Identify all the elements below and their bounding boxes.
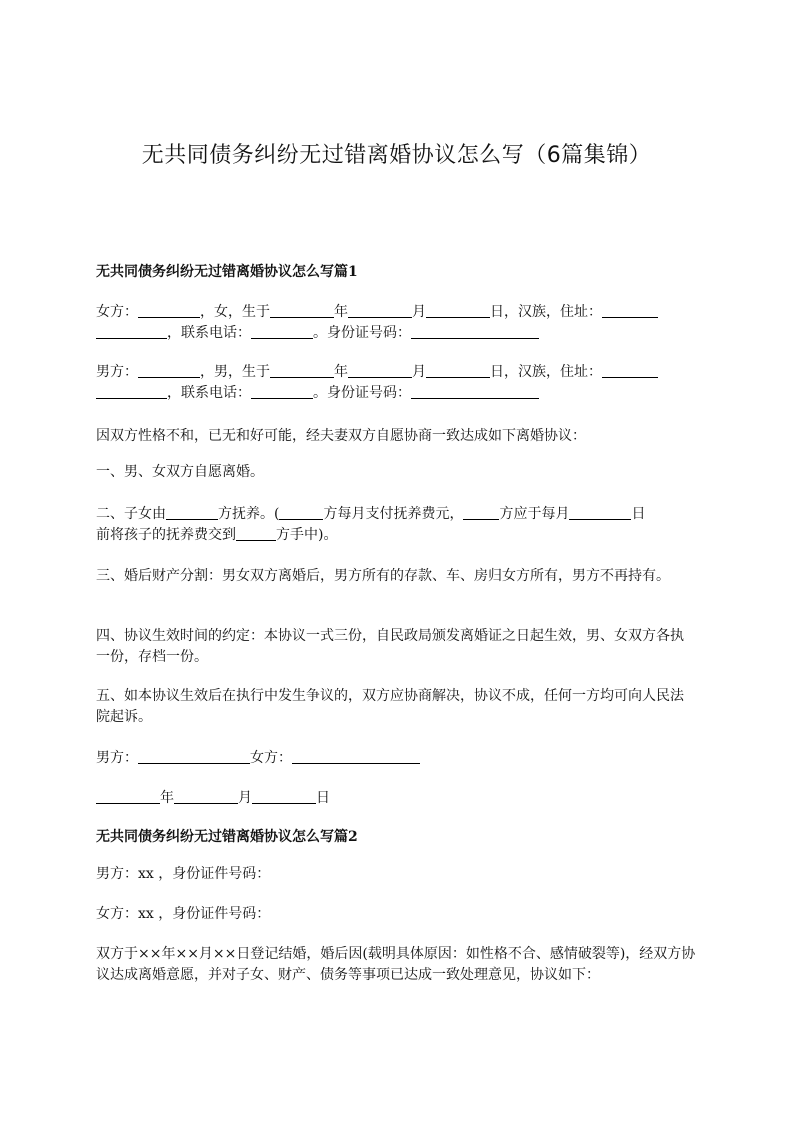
blank-field[interactable] [569, 505, 631, 520]
blank-field[interactable] [96, 324, 167, 339]
male-signature-blank[interactable] [138, 749, 250, 764]
month-blank[interactable] [174, 789, 238, 804]
female-info-paragraph: 女方： ，女，生于 年 月 日，汉族，住址： ，联系电话： 。身份证号码： [96, 302, 696, 344]
section1-heading: 无共同债务纠纷无过错离婚协议怎么写篇1 [96, 264, 358, 280]
blank-field[interactable] [426, 303, 490, 318]
section2-female-line: 女方：xx ，身份证件号码： [96, 906, 271, 922]
date-line: 年 月 日 [96, 788, 696, 809]
blank-field[interactable] [411, 324, 539, 339]
section2-male-line: 男方：xx ，身份证件号码： [96, 866, 271, 882]
blank-field[interactable] [270, 303, 334, 318]
day-blank[interactable] [252, 789, 316, 804]
blank-field[interactable] [279, 505, 323, 520]
blank-field[interactable] [138, 363, 200, 378]
blank-field[interactable] [348, 363, 412, 378]
clause-5: 五、如本协议生效后在执行中发生争议的，双方应协商解决，协议不成，任何一方均可向人民法院起诉。 [96, 688, 684, 725]
female-signature-blank[interactable] [292, 749, 420, 764]
clause-2: 二、子女由 方抚养。( 方每月支付抚养费元， 方应于每月 日 前将孩子的抚养费交到 方手中)。 [96, 506, 646, 543]
section2-body: 双方于××年××月××日登记结婚，婚后因(载明具体原因：如性格不合、感情破裂等)，经双方协议达成离婚意愿，并对子女、财产、债务等事项已达成一致处理意见，协议如下： [96, 946, 696, 983]
blank-field[interactable] [348, 303, 412, 318]
blank-field[interactable] [236, 526, 276, 541]
blank-field[interactable] [270, 363, 334, 378]
blank-field[interactable] [251, 384, 313, 399]
clause-1: 一、男、女双方自愿离婚。 [96, 464, 264, 480]
blank-field[interactable] [251, 324, 313, 339]
blank-field[interactable] [166, 505, 218, 520]
male-info-paragraph: 男方： ，男，生于 年 月 日，汉族，住址： ，联系电话： 。身份证号码： [96, 362, 696, 404]
blank-field[interactable] [96, 384, 167, 399]
clause-3: 三、婚后财产分割：男女双方离婚后，男方所有的存款、车、房归女方所有，男方不再持有。 [96, 568, 670, 584]
blank-field[interactable] [602, 303, 658, 318]
blank-field[interactable] [463, 505, 499, 520]
clause-4: 四、协议生效时间的约定：本协议一式三份，自民政局颁发离婚证之日起生效，男、女双方各执一份，存档一份。 [96, 628, 684, 665]
blank-field[interactable] [426, 363, 490, 378]
document-title: 无共同债务纠纷无过错离婚协议怎么写（6篇集锦） [141, 143, 652, 168]
section2-heading: 无共同债务纠纷无过错离婚协议怎么写篇2 [96, 829, 358, 845]
intro-paragraph: 因双方性格不和，已无和好可能，经夫妻双方自愿协商一致达成如下离婚协议： [96, 428, 586, 444]
year-blank[interactable] [96, 789, 160, 804]
signature-line: 男方： 女方： [96, 748, 696, 769]
blank-field[interactable] [411, 384, 539, 399]
blank-field[interactable] [138, 303, 200, 318]
blank-field[interactable] [602, 363, 658, 378]
